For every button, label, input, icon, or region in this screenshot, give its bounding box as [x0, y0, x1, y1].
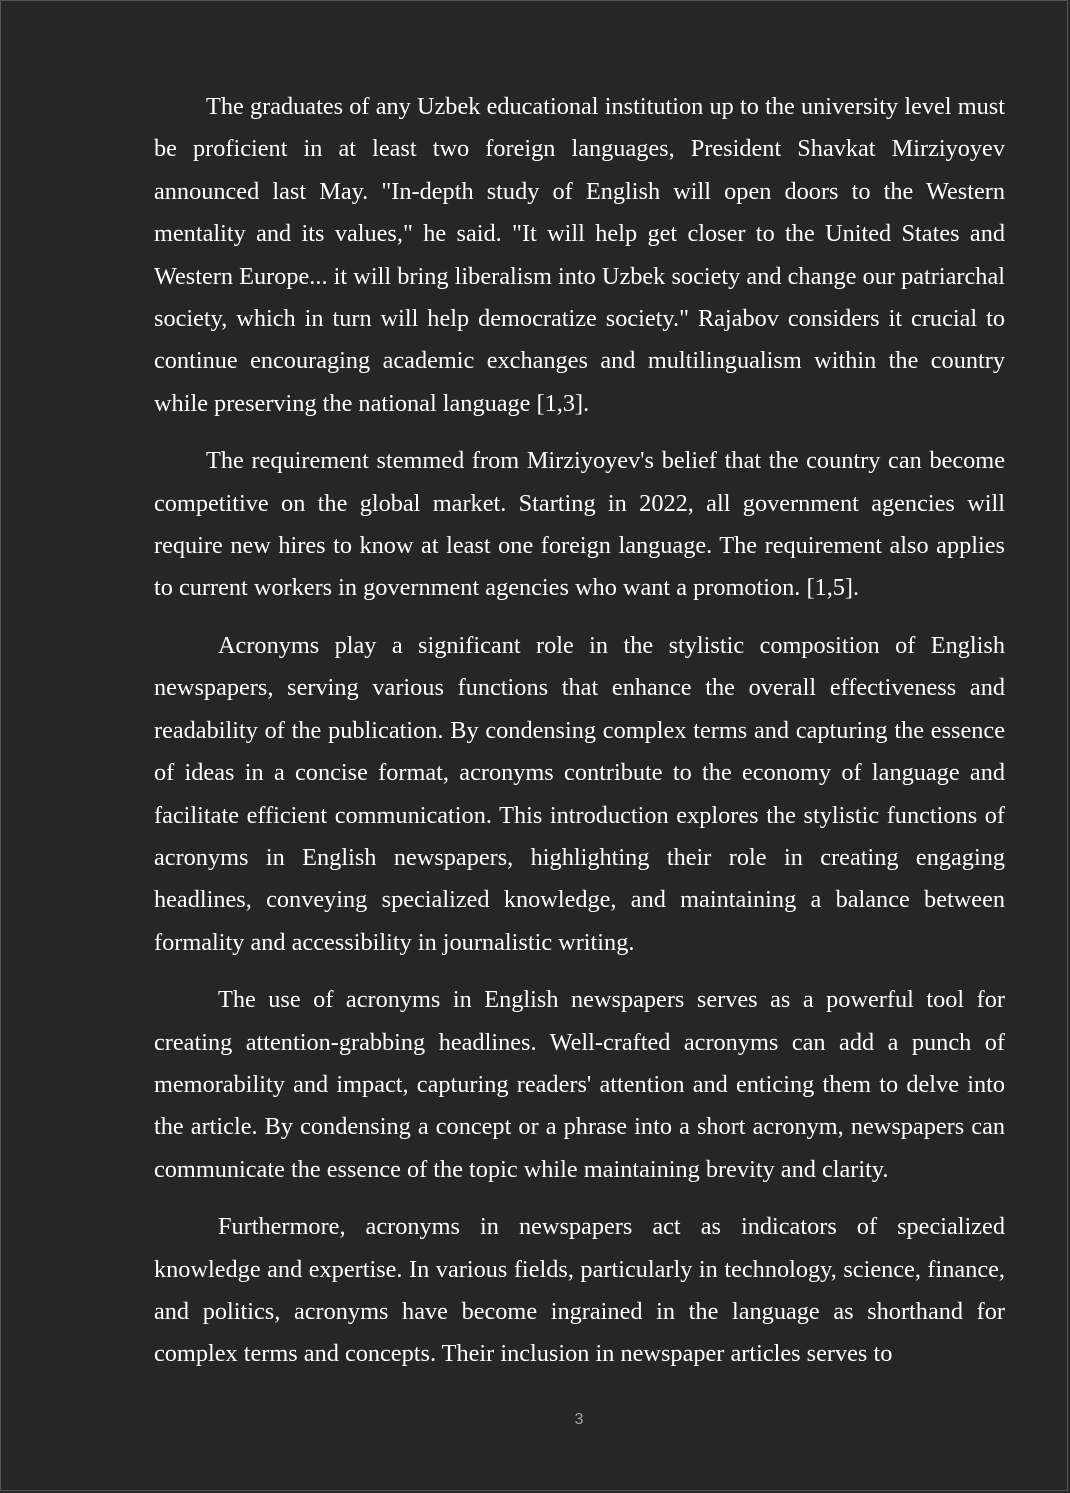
paragraph-1: The graduates of any Uzbek educational institution up to the university level must be proficient in at least two foreign languages, President Shavkat Mirziyoyev announced last May. "In-depth study of English will open doors to the Western mentality and its values," he said. "It will help get closer to the United States and Western Europe... it will bring liberalism into Uzbek society and change our patriarchal society, which in turn will help democratize society." Rajabov considers it crucial to continue encouraging academic exchanges and multilingualism within the country while preserving the national language [1,3]. [154, 93, 1005, 417]
page-number: 3 [574, 1411, 584, 1428]
document-body [154, 86, 1005, 1391]
paragraph-2: The requirement stemmed from Mirziyoyev's belief that the country can become competitive on the global market. Starting in 2022, all government agencies will require new hires to know at least one foreign language. The requirement also applies to current workers in government agencies who want a promotion. [1,5]. [154, 447, 1005, 602]
paragraph-5: Furthermore, acronyms in newspapers act as indicators of specialized knowledge and expertise. In various fields, particularly in technology, science, finance, and politics, acronyms have become ingrained in the language as shorthand for complex terms and concepts. Their inclusion in newspaper articles serves to [154, 1213, 1005, 1368]
paragraph-4: The use of acronyms in English newspapers serves as a powerful tool for creating attention-grabbing headlines. Well-crafted acronyms can add a punch of memorability and impact, capturing readers' attention and enticing them to delve into the article. By condensing a concept or a phrase into a short acronym, newspapers can communicate the essence of the topic while maintaining brevity and clarity. [154, 986, 1005, 1183]
paragraph-3: Acronyms play a significant role in the stylistic composition of English newspapers, serving various functions that enhance the overall effectiveness and readability of the publication. By condensing complex terms and capturing the essence of ideas in a concise format, acronyms contribute to the economy of language and facilitate efficient communication. This introduction explores the stylistic functions of acronyms in English newspapers, highlighting their role in creating engaging headlines, conveying specialized knowledge, and maintaining a balance between formality and accessibility in journalistic writing. [154, 631, 1005, 956]
